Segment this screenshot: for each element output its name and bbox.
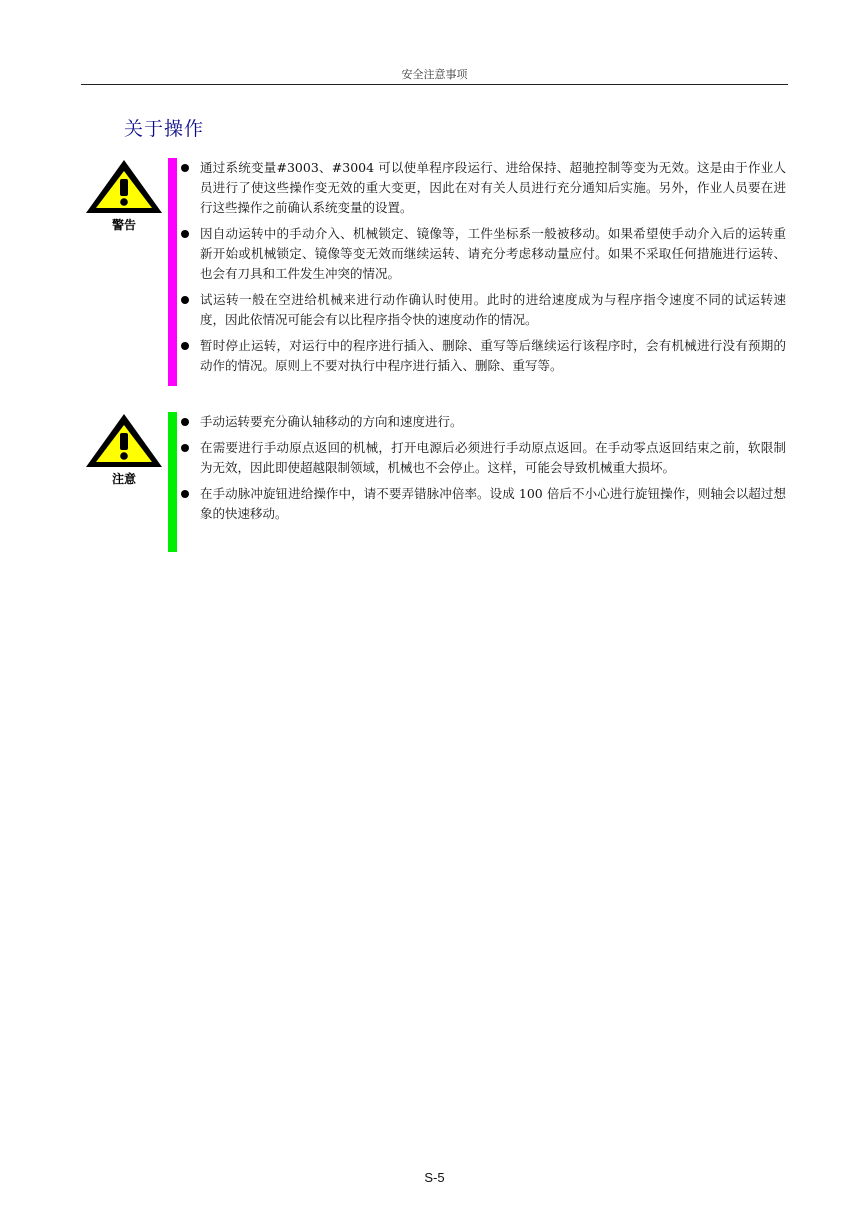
bullet-icon <box>181 418 189 426</box>
list-item: 手动运转要充分确认轴移动的方向和速度进行。 <box>180 412 786 432</box>
bullet-icon <box>181 490 189 498</box>
list-item: 通过系统变量#3003、#3004 可以使单程序段运行、进给保持、超驰控制等变为无效。这是由于作业人员进行了使这些操作变无效的重大变更，因此在对有关人员进行充分通知后实施。另外，作业人员要在进行这些操作之前确认系统变量的设置。 <box>180 158 786 218</box>
list-item: 在需要进行手动原点返回的机械，打开电源后必须进行手动原点返回。在手动零点返回结束之前，软限制为无效，因此即使超越限制领域，机械也不会停止。这样，可能会导致机械重大损坏。 <box>180 438 786 478</box>
section-title: 关于操作 <box>124 118 205 140</box>
bullet-icon <box>181 296 189 304</box>
warning-bar <box>168 158 177 386</box>
header-divider <box>81 84 788 85</box>
list-item: 在手动脉冲旋钮进给操作中，请不要弄错脉冲倍率。设成 100 倍后不小心进行旋钮操作，则轴会以超过想象的快速移动。 <box>180 484 786 524</box>
list-item: 因自动运转中的手动介入、机械锁定、镜像等，工件坐标系一般被移动。如果希望使手动介入后的运转重新开始或机械锁定、镜像等变无效而继续运转、请充分考虑移动量应付。如果不采取任何措施进行运转、也会有刀具和工件发生冲突的情况。 <box>180 224 786 284</box>
warning-list <box>180 158 786 382</box>
list-item: 试运转一般在空进给机械来进行动作确认时使用。此时的进给速度成为与程序指令速度不同的试运转速度，因此依情况可能会有以比程序指令快的速度动作的情况。 <box>180 290 786 330</box>
caution-list <box>180 412 786 530</box>
bullet-icon <box>181 444 189 452</box>
caution-block <box>82 412 788 552</box>
warning-block <box>82 158 788 386</box>
bullet-icon <box>181 164 189 172</box>
bullet-icon <box>181 230 189 238</box>
warning-label: 警告 <box>111 218 136 232</box>
page-number: S-5 <box>424 1170 445 1185</box>
warning-triangle-icon <box>84 158 164 218</box>
page-header-title: 安全注意事项 <box>401 68 468 81</box>
caution-triangle-icon <box>84 412 164 472</box>
bullet-icon <box>181 342 189 350</box>
list-item: 暂时停止运转，对运行中的程序进行插入、删除、重写等后继续运行该程序时，会有机械进行没有预期的动作的情况。原则上不要对执行中程序进行插入、删除、重写等。 <box>180 336 786 376</box>
caution-label: 注意 <box>111 472 136 486</box>
caution-bar <box>168 412 177 552</box>
